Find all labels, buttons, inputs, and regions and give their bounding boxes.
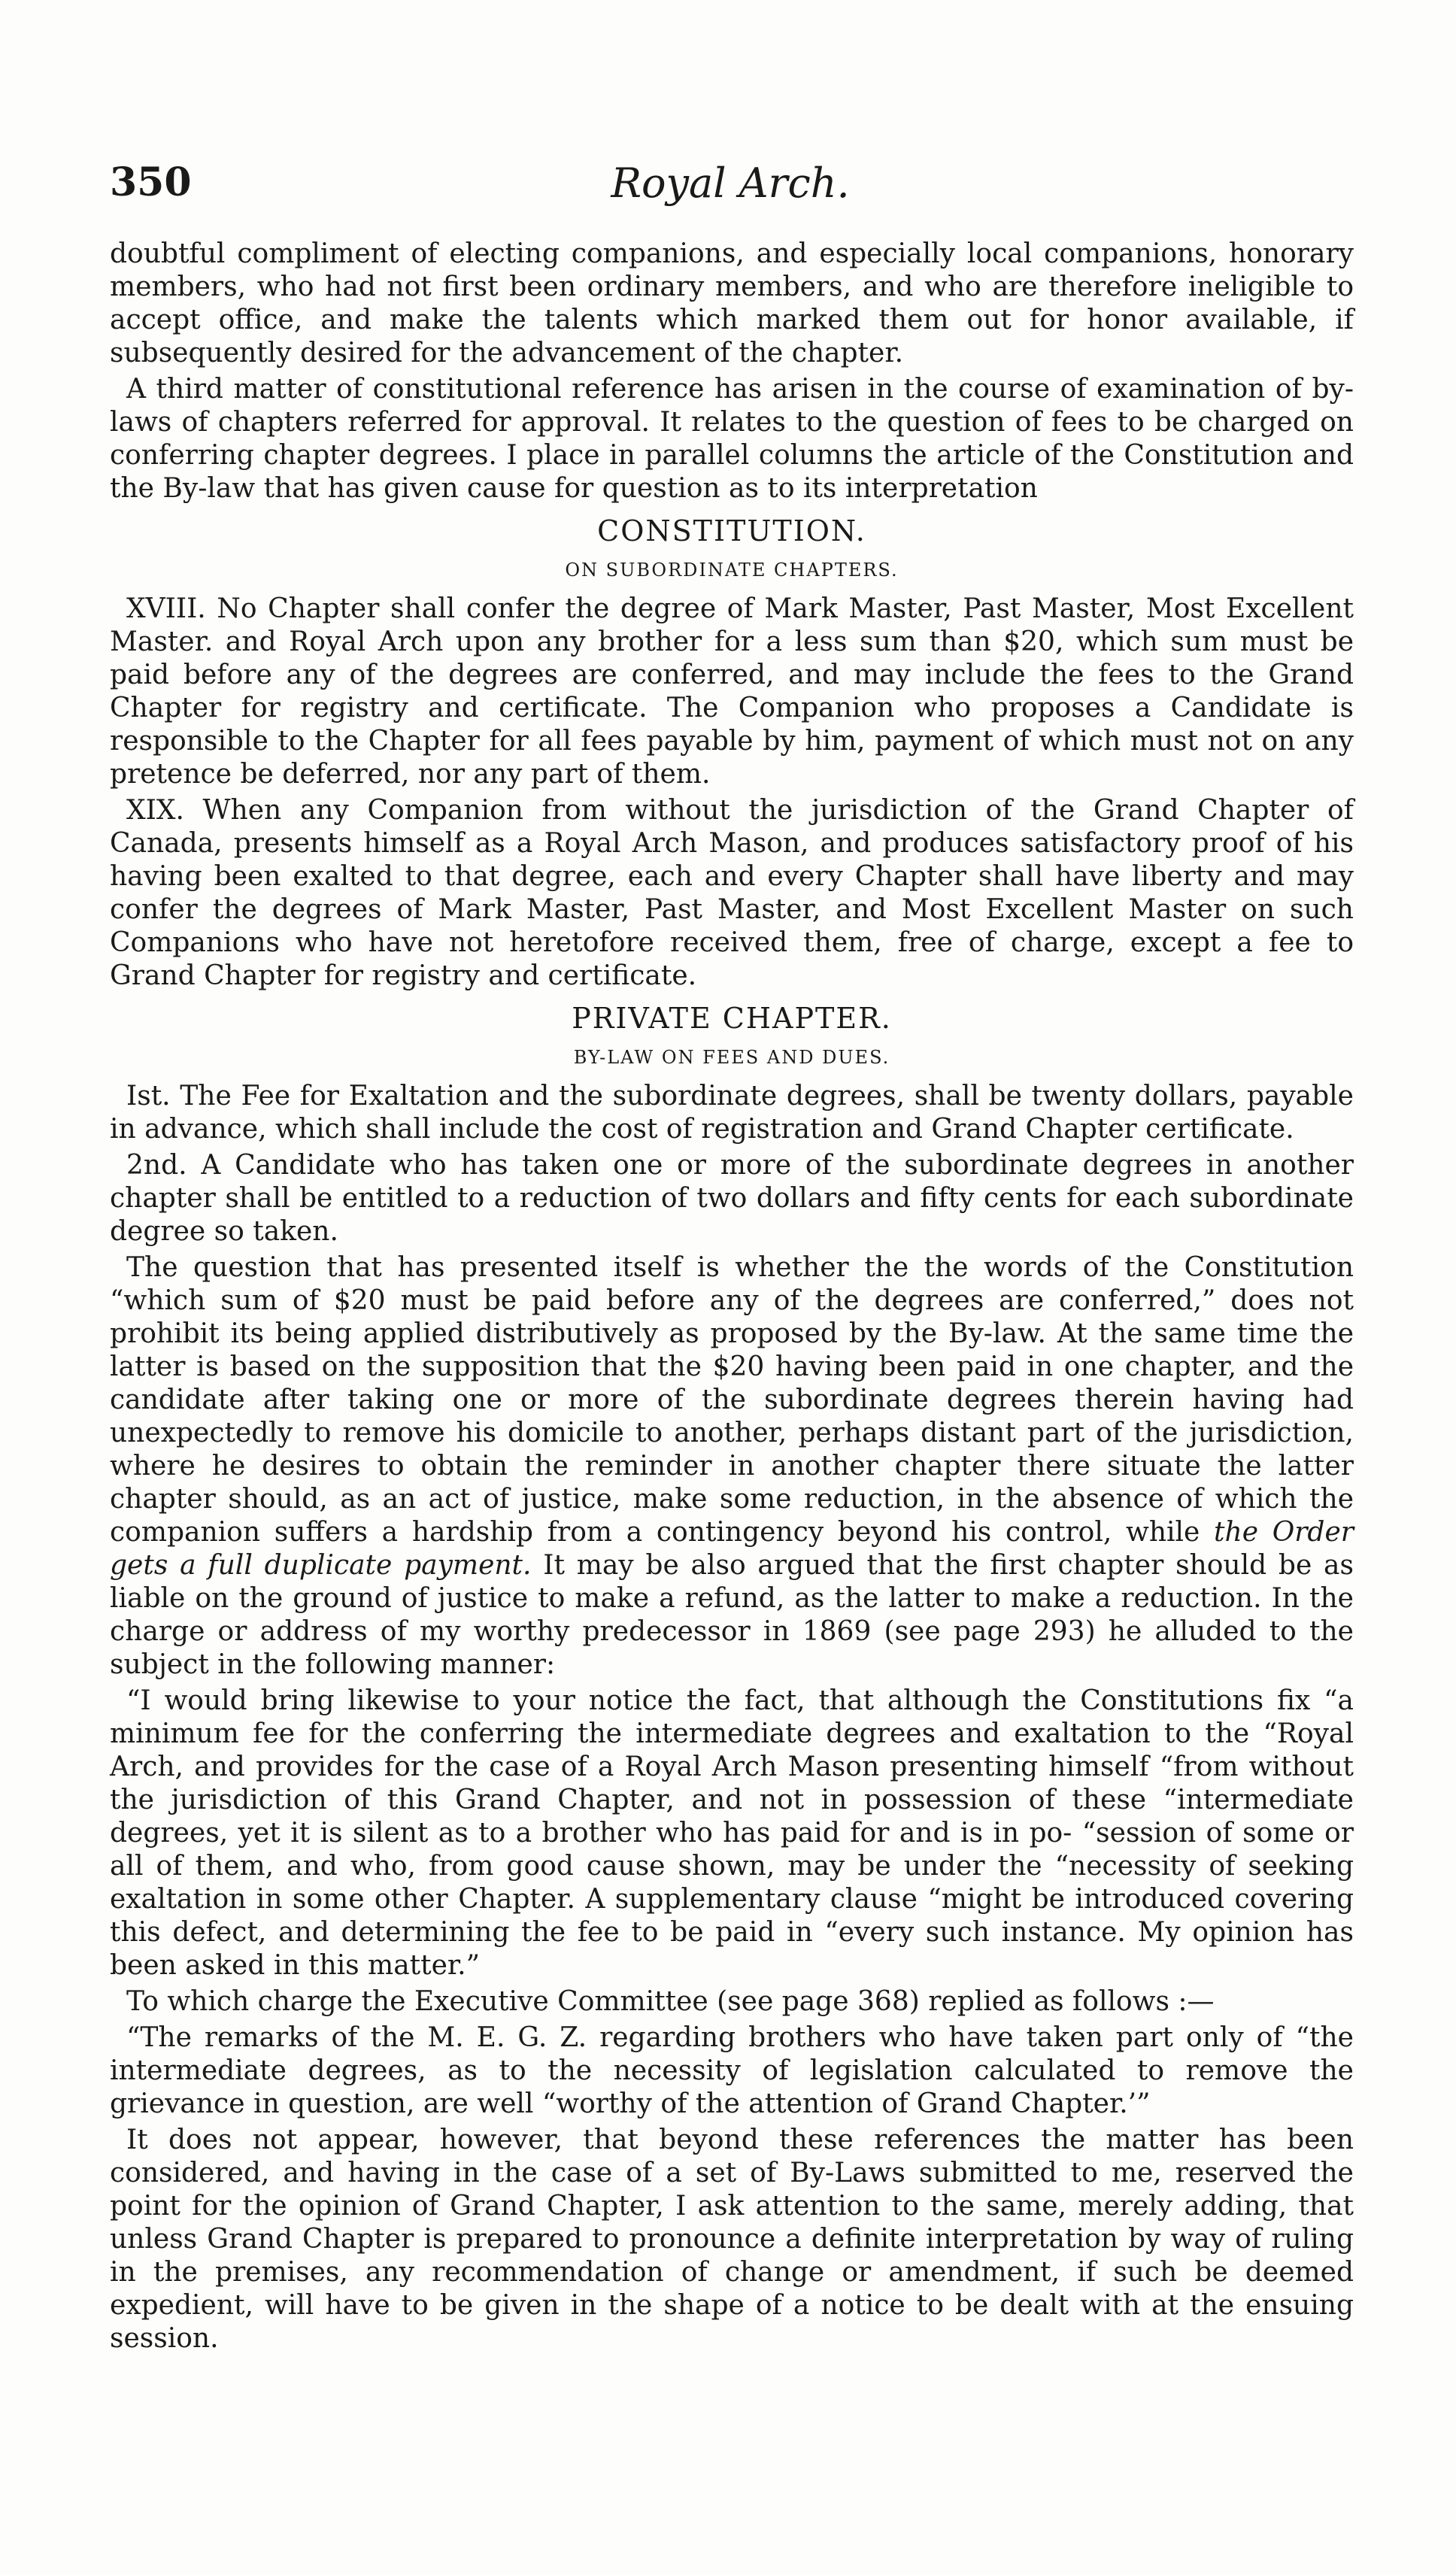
paragraph-question-part1: The question that has presented itself is whether the the words of the Constitution “which sum of $20 must be paid before any of the degrees are conferred,” does not prohibit its being applied distributively as proposed by the By-law. At the same time the latter is based on the supposition that the $20 having been paid in one chapter, and the candidate after taking one or more of the subordinate degrees therein having had unexpectedly to remove his domicile to another, perhaps distant part of the jurisdiction, where he desires to obtain the reminder in another chapter there situate the latter chapter should, as an act of justice, make some reduction, in the absence of which the companion suffers a hardship from a contingency beyond his control, while	[110, 1252, 1354, 1548]
article-xix: XIX. When any Companion from without the jurisdiction of the Grand Chapter of Canada, presents himself as a Royal Arch Mason, and produces satisfactory proof of his having been exalted to that degree, each and every Chapter shall have liberty and may confer the degrees of Mark Master, Past Master, and Most Excellent Master on such Companions who have not heretofore received them, free of charge, except a fee to Grand Chapter for registry and certificate.	[110, 795, 1354, 991]
quotation-remarks: “The remarks of the M. E. G. Z. regarding brothers who have taken part only of “the intermediate degrees, as to the necessity of legislation calculated to remove the grievance in question, are well “worthy of the attention of Grand Chapter.’”	[110, 2022, 1354, 2119]
page-body	[110, 238, 1354, 2358]
quotation-charge: “I would bring likewise to your notice the fact, that although the Constitutions fix “a minimum fee for the conferring the intermediate degrees and exaltation to the “Royal Arch, and provides for the case of a Royal Arch Mason presenting himself “from without the jurisdiction of this Grand Chapter, and not in possession of these “intermediate degrees, yet it is silent as to a brother who has paid for and is in po- “session of some or all of them, and who, from good cause shown, may be under the “necessity of seeking exaltation in some other Chapter. A supplementary clause “might be introduced covering this defect, and determining the fee to be paid in “every such instance. My opinion has been asked in this matter.”	[110, 1685, 1354, 1981]
constitution-heading: CONSTITUTION.	[597, 514, 866, 547]
paragraph-executive-reply: To which charge the Executive Committee (see page 368) replied as follows :—	[126, 1986, 1215, 2017]
paragraph-third-matter: A third matter of constitutional reference has arisen in the course of examination of by-laws of chapters referred for approval. It relates to the question of fees to be charged on conferring chapter degrees. I place in parallel columns the article of the Constitution and the By-law that has given cause for question as to its interpretation	[110, 374, 1354, 504]
running-title: Royal Arch.	[611, 159, 850, 207]
article-xviii: XVIII. No Chapter shall confer the degree of Mark Master, Past Master, Most Excellent Master. and Royal Arch upon any brother for a less sum than $20, which sum must be paid before any of the degrees are conferred, and may include the fees to the Grand Chapter for registry and certificate. The Companion who proposes a Candidate is responsible to the Chapter for all fees payable by him, payment of which must not on any pretence be deferred, nor any part of them.	[110, 593, 1354, 790]
paragraph-question	[110, 1251, 1354, 1682]
paragraph-question-italic: the Order gets a full duplicate payment.	[110, 1517, 1354, 1581]
bylaw-subheading: BY-LAW ON FEES AND DUES.	[573, 1047, 890, 1068]
bylaw-first: Ist. The Fee for Exaltation and the subordinate degrees, shall be twenty dollars, payable in advance, which shall include the cost of registration and Grand Chapter certificate.	[110, 1081, 1354, 1145]
constitution-subheading: ON SUBORDINATE CHAPTERS.	[565, 560, 899, 581]
page-number: 350	[110, 159, 192, 205]
bylaw-second: 2nd. A Candidate who has taken one or more of the subordinate degrees in another chapter shall be entitled to a reduction of two dollars and fifty cents for each subordinate degree so taken.	[110, 1150, 1354, 1247]
paragraph-question-part2: It may be also argued that the first chapter should be as liable on the ground of justice to make a refund, as the latter to make a reduction. In the charge or address of my worthy predecessor in 1869 (see page 293) he alluded to the subject in the following manner:	[110, 1550, 1354, 1680]
private-chapter-heading: PRIVATE CHAPTER.	[572, 1002, 892, 1035]
page-header	[110, 159, 1351, 220]
paragraph-continued: doubtful compliment of electing companions, and especially local companions, honorary members, who had not first been ordinary members, and who are therefore ineligible to accept office, and make the talents which marked them out for honor available, if subsequently desired for the advancement of the chapter.	[110, 238, 1354, 369]
paragraph-conclusion: It does not appear, however, that beyond these references the matter has been considered, and having in the case of a set of By-Laws submitted to me, reserved the point for the opinion of Grand Chapter, I ask attention to the same, merely adding, that unless Grand Chapter is prepared to pronounce a definite interpretation by way of ruling in the premises, any recommendation of change or amendment, if such be deemed expedient, will have to be given in the shape of a notice to be dealt with at the ensuing session.	[110, 2125, 1354, 2354]
